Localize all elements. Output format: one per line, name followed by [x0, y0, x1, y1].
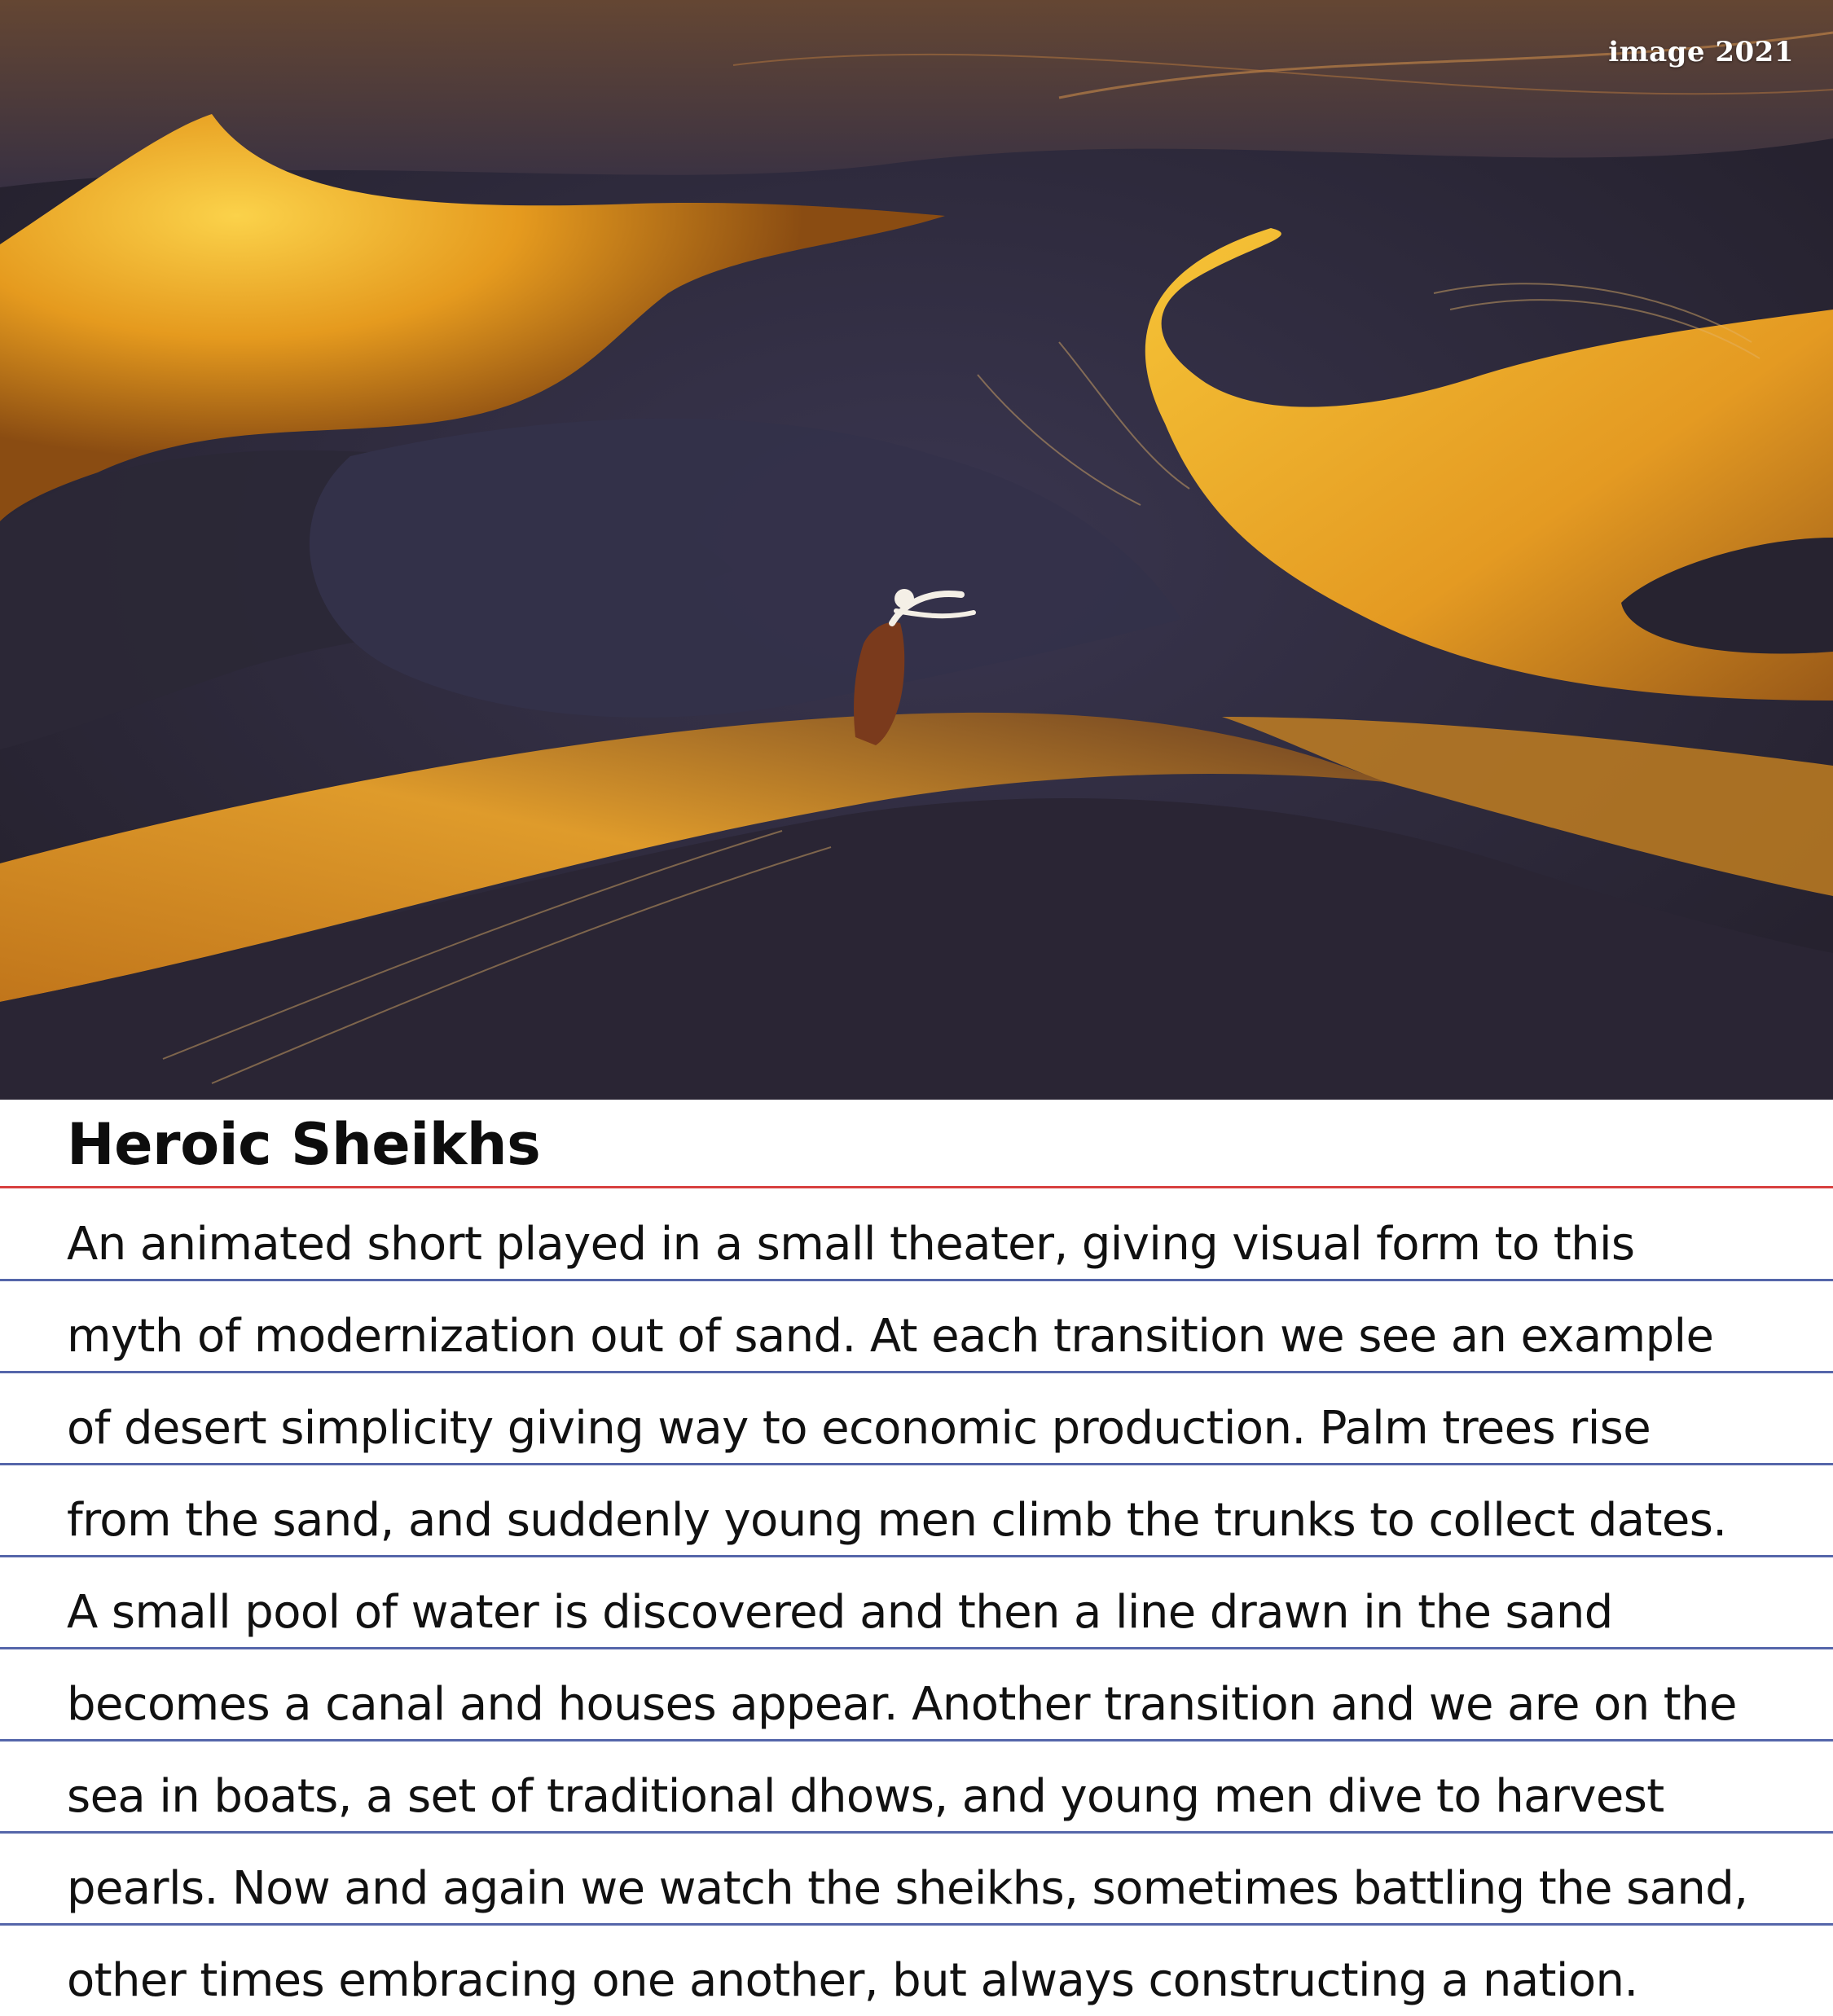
line-rule — [0, 1647, 1833, 1649]
body-line: from the sand, and suddenly young men climb the trunks to collect dates. — [67, 1494, 1727, 1547]
line-rule — [0, 1831, 1833, 1834]
line-rule — [0, 1371, 1833, 1373]
line-rule — [0, 1555, 1833, 1557]
title-rule — [0, 1186, 1833, 1188]
body-line: of desert simplicity giving way to economic production. Palm trees rise — [67, 1402, 1651, 1455]
body-line: myth of modernization out of sand. At each transition we see an example — [67, 1310, 1714, 1363]
article-title: Heroic Sheikhs — [67, 1111, 541, 1178]
body-line: pearls. Now and again we watch the sheikhs, sometimes battling the sand, — [67, 1862, 1748, 1915]
line-rule — [0, 1739, 1833, 1741]
body-line: sea in boats, a set of traditional dhows, and young men dive to harvest — [67, 1770, 1664, 1823]
line-rule — [0, 1279, 1833, 1281]
line-rule — [0, 1923, 1833, 1926]
body-line: other times embracing one another, but always constructing a nation. — [67, 1954, 1638, 2007]
body-line: An animated short played in a small theater, giving visual form to this — [67, 1218, 1635, 1271]
line-rule — [0, 1463, 1833, 1465]
body-line: becomes a canal and houses appear. Another transition and we are on the — [67, 1678, 1737, 1731]
body-line: A small pool of water is discovered and then a line drawn in the sand — [67, 1586, 1613, 1639]
image-credit: image 2021 — [1608, 36, 1794, 68]
